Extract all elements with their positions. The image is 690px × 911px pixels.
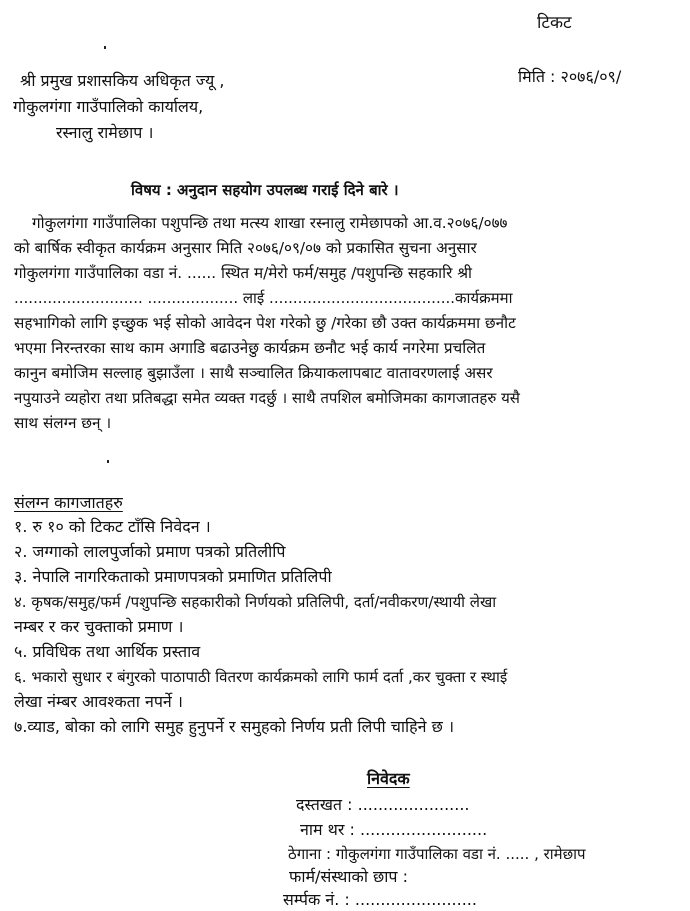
- attachment-item: ७.व्याड, बोका को लागि समुह हुनुपर्ने र समुहको निर्णय प्रती लिपी चाहिने छ ।: [14, 717, 455, 736]
- body-line: गोकुलगंगा गाउँपालिका वडा नं. ...... स्थित म/मेरो फर्म/समुह /पशुपन्छि सहकारि श्री: [14, 264, 472, 282]
- address-field: ठेगाना : गोकुलगंगा गाउँपालिका वडा नं. ..... , रामेछाप: [288, 845, 586, 863]
- attachment-item: २. जग्गाको लालपुर्जाको प्रमाण पत्रको प्रतिलीपि: [14, 542, 286, 561]
- addressee-line: रस्नालु रामेछाप ।: [56, 123, 154, 142]
- scan-speck: [104, 46, 106, 49]
- attachment-item: नम्बर र कर चुक्ताको प्रमाण ।: [14, 617, 184, 636]
- addressee-line: गोकुलगंगा गाउँपालिको कार्यालय,: [13, 97, 204, 116]
- name-field: नाम थर : .........................: [300, 820, 488, 839]
- contact-field: सर्म्पक नं. : ........................: [283, 890, 477, 909]
- body-line: सहभागिको लागि इच्छुक भई सोको आवेदन पेश गरेको छु /गरेका छौ उक्त कार्यक्रममा छनौट: [14, 314, 516, 332]
- body-line: गोकुलगंगा गाउँपालिका पशुपन्छि तथा मत्स्य शाखा रस्नालु रामेछापको आ.व.२०७६/०७७: [32, 214, 508, 232]
- signature-field: दस्तखत : ......................: [296, 795, 470, 814]
- body-line: कानुन बमोजिम सल्लाह बुझाउँला । साथै सञ्चालित क्रियाकलापबाट वातावरणलाई असर: [14, 364, 493, 382]
- scan-speck: [107, 460, 109, 463]
- addressee-line: श्री प्रमुख प्रशासकिय अधिकृत ज्यू ,: [20, 71, 225, 90]
- ticket-label: टिकट: [537, 13, 572, 33]
- attachment-item: ६. भकारो सुधार र बंगुरको पाठापाठी वितरण कार्यक्रमको लागि फार्म दर्ता ,कर चुक्ता र स्थाई: [14, 668, 508, 686]
- body-line: को बार्षिक स्वीकृत कार्यक्रम अनुसार मिति २०७६/०९/०७ को प्रकासित सुचना अनुसार: [14, 239, 477, 257]
- body-line: साथ संलग्न छन् ।: [14, 414, 112, 432]
- attachments-heading: संलग्न कागजातहरु: [14, 493, 123, 512]
- attachment-item: १. रु १० को टिकट टाँसि निवेदन ।: [14, 517, 211, 536]
- attachment-item: ४. कृषक/समुह/फर्म /पशुपन्छि सहकारीको निर्णयको प्रतिलिपी, दर्ता/नवीकरण/स्थायी लेखा: [14, 593, 497, 611]
- attachment-item: लेखा नंम्बर आवश्कता नपर्ने ।: [14, 692, 183, 711]
- body-paragraph: [14, 211, 676, 436]
- date-field: मिति : २०७६/०९/: [518, 67, 622, 86]
- attachment-item: ५. प्रविधिक तथा आर्थिक प्रस्ताव: [14, 642, 201, 661]
- body-line: भएमा निरन्तरका साथ काम अगाडि बढाउनेछु कार्यक्रम छनौट भई कार्य नगरेमा प्रचलित: [14, 339, 486, 357]
- body-line: ........................... ................... लाई .......................................कार्यक्रममा: [14, 289, 513, 307]
- subject-line: विषय : अनुदान सहयोग उपलब्ध गराई दिने बारे ।: [131, 181, 399, 199]
- stamp-field: फार्म/संस्थाको छाप :: [289, 867, 408, 886]
- body-line: नपुयाउने व्यहोरा तथा प्रतिबद्धा समेत व्यक्त गदर्छु । साथै तपशिल बमोजिमका कागजातहरु यसै: [14, 389, 520, 407]
- applicant-heading: निवेदक: [367, 769, 410, 788]
- attachment-item: ३. नेपालि नागरिकताको प्रमाणपत्रको प्रमाणित प्रतिलिपी: [14, 567, 332, 586]
